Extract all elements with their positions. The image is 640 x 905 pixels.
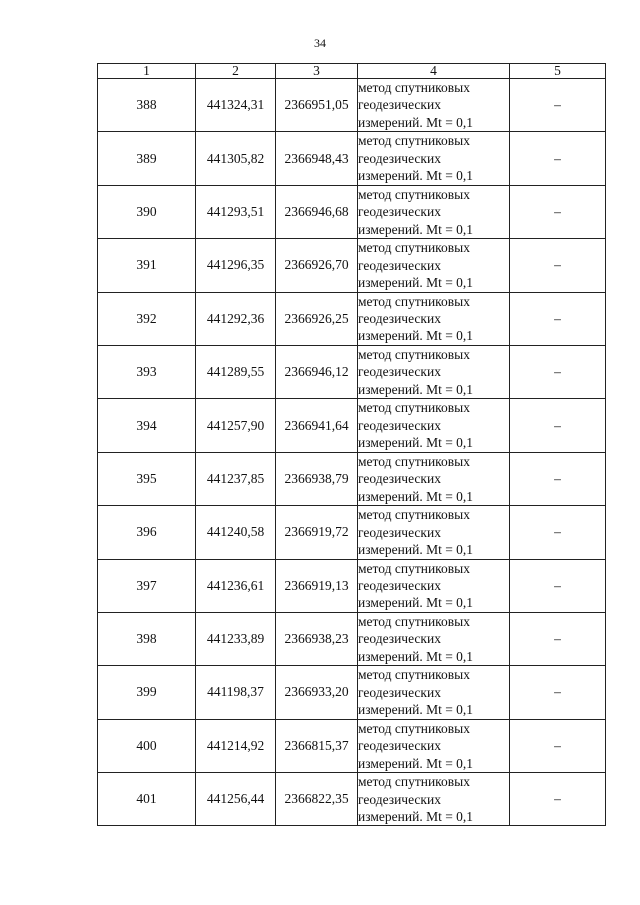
method-line: метод спутниковых [358,400,470,416]
method-line: метод спутниковых [358,133,470,149]
method-cell [358,719,510,772]
point-number-cell: 400 [98,719,196,772]
method-line: измерений. Mt = 0,1 [358,542,474,558]
note-cell: – [510,292,606,345]
column-header-4: 4 [358,64,510,79]
table-row [98,773,606,826]
x-coordinate-cell: 441296,35 [196,239,276,292]
x-coordinate-cell: 441256,44 [196,773,276,826]
point-number-cell: 394 [98,399,196,452]
method-line: геодезических [358,311,441,327]
method-line: метод спутниковых [358,347,470,363]
method-line: метод спутниковых [358,453,470,469]
table-row [98,185,606,238]
point-number-cell: 397 [98,559,196,612]
note-cell: – [510,132,606,185]
method-line: геодезических [358,631,441,647]
method-line: измерений. Mt = 0,1 [358,702,474,718]
note-cell: – [510,719,606,772]
method-cell [358,612,510,665]
table-body [98,79,606,826]
method-line: метод спутниковых [358,80,470,96]
x-coordinate-cell: 441214,92 [196,719,276,772]
method-line: геодезических [358,684,441,700]
method-line: измерений. Mt = 0,1 [358,435,474,451]
method-line: геодезических [358,97,441,113]
method-cell [358,132,510,185]
x-coordinate-cell: 441289,55 [196,345,276,398]
table-row [98,666,606,719]
x-coordinate-cell: 441305,82 [196,132,276,185]
table-header-row [98,64,606,79]
method-cell [358,239,510,292]
page-number: 34 [314,36,326,50]
table-row [98,506,606,559]
method-line: измерений. Mt = 0,1 [358,114,474,130]
method-line: геодезических [358,578,441,593]
y-coordinate-cell: 2366951,05 [276,79,358,132]
y-coordinate-cell: 2366948,43 [276,132,358,185]
method-line: метод спутниковых [358,293,470,309]
x-coordinate-cell: 441257,90 [196,399,276,452]
method-line: геодезических [358,417,441,433]
table-row [98,559,606,612]
note-cell: – [510,452,606,505]
x-coordinate-cell: 441324,31 [196,79,276,132]
point-number-cell: 401 [98,773,196,826]
note-cell: – [510,506,606,559]
coordinates-table [97,63,606,826]
column-header-3: 3 [276,64,358,79]
method-line: измерений. Mt = 0,1 [358,648,474,664]
note-cell: – [510,345,606,398]
y-coordinate-cell: 2366926,70 [276,239,358,292]
method-cell [358,79,510,132]
method-line: метод спутниковых [358,613,470,629]
column-header-2: 2 [196,64,276,79]
method-line: измерений. Mt = 0,1 [358,168,474,184]
x-coordinate-cell: 441233,89 [196,612,276,665]
x-coordinate-cell: 441292,36 [196,292,276,345]
point-number-cell: 393 [98,345,196,398]
y-coordinate-cell: 2366815,37 [276,719,358,772]
point-number-cell: 388 [98,79,196,132]
x-coordinate-cell: 441198,37 [196,666,276,719]
x-coordinate-cell: 441293,51 [196,185,276,238]
method-line: метод спутниковых [358,560,470,576]
note-cell: – [510,773,606,826]
table-row [98,345,606,398]
method-line: геодезических [358,471,441,487]
table-row [98,399,606,452]
method-line: измерений. Mt = 0,1 [358,221,474,237]
method-line: геодезических [358,257,441,273]
point-number-cell: 395 [98,452,196,505]
method-line: геодезических [358,204,441,220]
method-cell [358,559,510,612]
point-number-cell: 391 [98,239,196,292]
method-line: геодезических [358,738,441,754]
y-coordinate-cell: 2366926,25 [276,292,358,345]
table-row [98,292,606,345]
method-cell [358,292,510,345]
method-line: метод спутниковых [358,507,470,523]
method-line: геодезических [358,150,441,166]
method-line: метод спутниковых [358,720,470,736]
method-cell [358,506,510,559]
column-header-1: 1 [98,64,196,79]
method-line: геодезических [358,791,441,807]
y-coordinate-cell: 2366919,72 [276,506,358,559]
note-cell: – [510,185,606,238]
method-line: метод спутниковых [358,186,470,202]
y-coordinate-cell: 2366933,20 [276,666,358,719]
method-line: метод спутниковых [358,240,470,256]
method-line: измерений. Mt = 0,1 [358,595,474,611]
table-row [98,79,606,132]
point-number-cell: 399 [98,666,196,719]
y-coordinate-cell: 2366946,68 [276,185,358,238]
method-line: измерений. Mt = 0,1 [358,381,474,397]
point-number-cell: 398 [98,612,196,665]
table-row [98,719,606,772]
note-cell: – [510,666,606,719]
y-coordinate-cell: 2366822,35 [276,773,358,826]
note-cell: – [510,239,606,292]
table-row [98,612,606,665]
column-header-5: 5 [510,64,606,79]
method-line: измерений. Mt = 0,1 [358,755,474,771]
note-cell: – [510,399,606,452]
y-coordinate-cell: 2366941,64 [276,399,358,452]
y-coordinate-cell: 2366919,13 [276,559,358,612]
method-line: измерений. Mt = 0,1 [358,275,474,291]
x-coordinate-cell: 441236,61 [196,559,276,612]
note-cell: – [510,612,606,665]
table-row [98,452,606,505]
x-coordinate-cell: 441237,85 [196,452,276,505]
y-coordinate-cell: 2366938,79 [276,452,358,505]
method-line: геодезических [358,524,441,540]
point-number-cell: 390 [98,185,196,238]
method-line: геодезических [358,364,441,380]
method-cell [358,452,510,505]
method-line: метод спутниковых [358,667,470,683]
point-number-cell: 392 [98,292,196,345]
method-cell [358,399,510,452]
method-cell [358,185,510,238]
note-cell: – [510,79,606,132]
y-coordinate-cell: 2366938,23 [276,612,358,665]
method-line: измерений. Mt = 0,1 [358,488,474,504]
x-coordinate-cell: 441240,58 [196,506,276,559]
method-line: измерений. Mt = 0,1 [358,808,474,824]
method-cell [358,345,510,398]
note-cell: – [510,559,606,612]
method-cell [358,773,510,826]
method-cell [358,666,510,719]
y-coordinate-cell: 2366946,12 [276,345,358,398]
table-row [98,239,606,292]
method-line: измерений. Mt = 0,1 [358,328,474,344]
point-number-cell: 389 [98,132,196,185]
method-line: метод спутниковых [358,774,470,790]
point-number-cell: 396 [98,506,196,559]
table-row [98,132,606,185]
